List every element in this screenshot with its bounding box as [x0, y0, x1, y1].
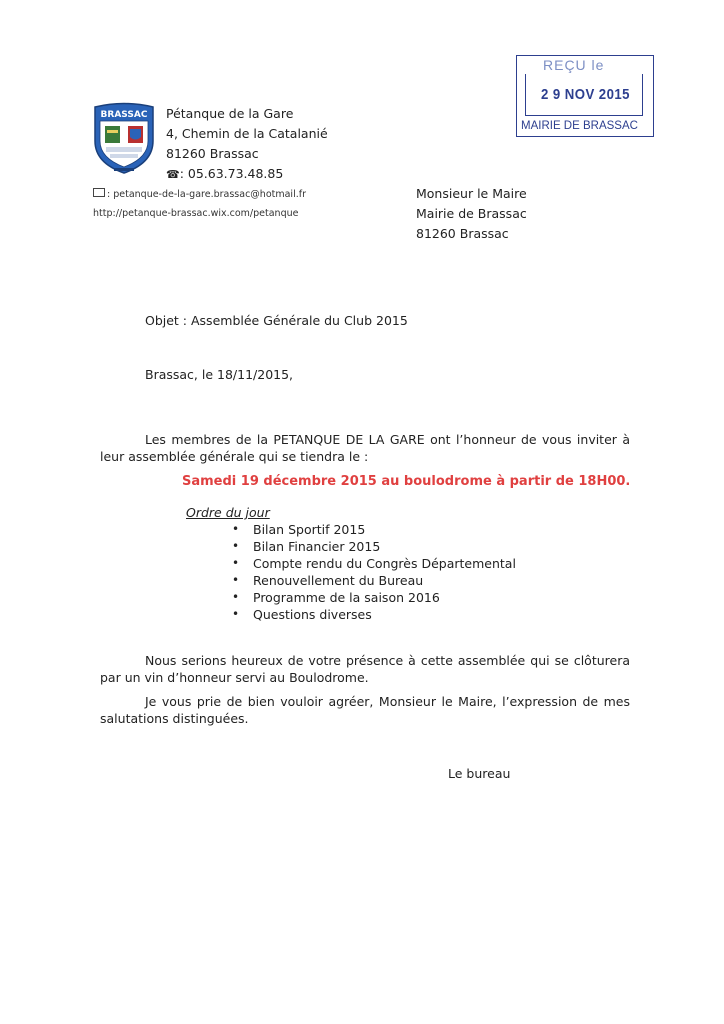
agenda-title: Ordre du jour [186, 505, 270, 520]
bullet-icon: • [232, 556, 240, 570]
logo-text: BRASSAC [100, 110, 148, 120]
sender-phone-line [166, 166, 283, 181]
agenda-item: • Bilan Sportif 2015 [232, 522, 366, 537]
signature: Le bureau [448, 766, 511, 781]
agenda-item: • Bilan Financier 2015 [232, 539, 381, 554]
agenda-item: • Programme de la saison 2016 [232, 590, 440, 605]
place-date: Brassac, le 18/11/2015, [145, 367, 294, 382]
bullet-icon: • [232, 539, 240, 553]
recipient-line-1: Monsieur le Maire [416, 186, 527, 201]
agenda-item: • Renouvellement du Bureau [232, 573, 424, 588]
phone-icon: ☎ [166, 168, 180, 181]
bullet-icon: • [232, 522, 240, 536]
agenda-item: • Compte rendu du Congrès Départemental [232, 556, 516, 571]
bullet-icon: • [232, 607, 240, 621]
sender-name: Pétanque de la Gare [166, 106, 294, 121]
agenda-list [228, 521, 516, 623]
envelope-icon [93, 188, 105, 197]
bullet-icon: • [232, 590, 240, 604]
received-stamp [516, 55, 654, 137]
subject-line: Objet : Assemblée Générale du Club 2015 [145, 313, 408, 328]
closing-paragraph: Nous serions heureux de votre présence à cette assemblée qui se clôturera par un vin d’honneur servi au Boulodrome. [100, 653, 630, 685]
club-logo [92, 101, 156, 175]
sender-website: http://petanque-brassac.wix.com/petanque [93, 208, 299, 219]
invitation-paragraph: Les membres de la PETANQUE DE LA GARE ont l’honneur de vous inviter à leur assemblée générale qui se tiendra le : [100, 432, 630, 464]
stamp-office: MAIRIE DE BRASSAC [521, 120, 638, 132]
stamp-date: 2 9 NOV 2015 [541, 86, 630, 103]
sender-address: 4, Chemin de la Catalanié [166, 126, 328, 141]
recipient-line-2: Mairie de Brassac [416, 206, 527, 221]
sender-email: : petanque-de-la-gare.brassac@hotmail.fr [107, 189, 306, 200]
sender-city: 81260 Brassac [166, 146, 259, 161]
agenda-item: • Questions diverses [232, 607, 372, 622]
stamp-received-label: REÇU le [543, 57, 605, 73]
bullet-icon: • [232, 573, 240, 587]
salutation-paragraph: Je vous prie de bien vouloir agréer, Monsieur le Maire, l’expression de mes salutations distinguées. [100, 694, 630, 726]
recipient-line-3: 81260 Brassac [416, 226, 509, 241]
event-highlight: Samedi 19 décembre 2015 au boulodrome à partir de 18H00. [182, 474, 631, 489]
sender-phone: : 05.63.73.48.85 [179, 166, 284, 181]
sender-email-line [93, 188, 306, 200]
